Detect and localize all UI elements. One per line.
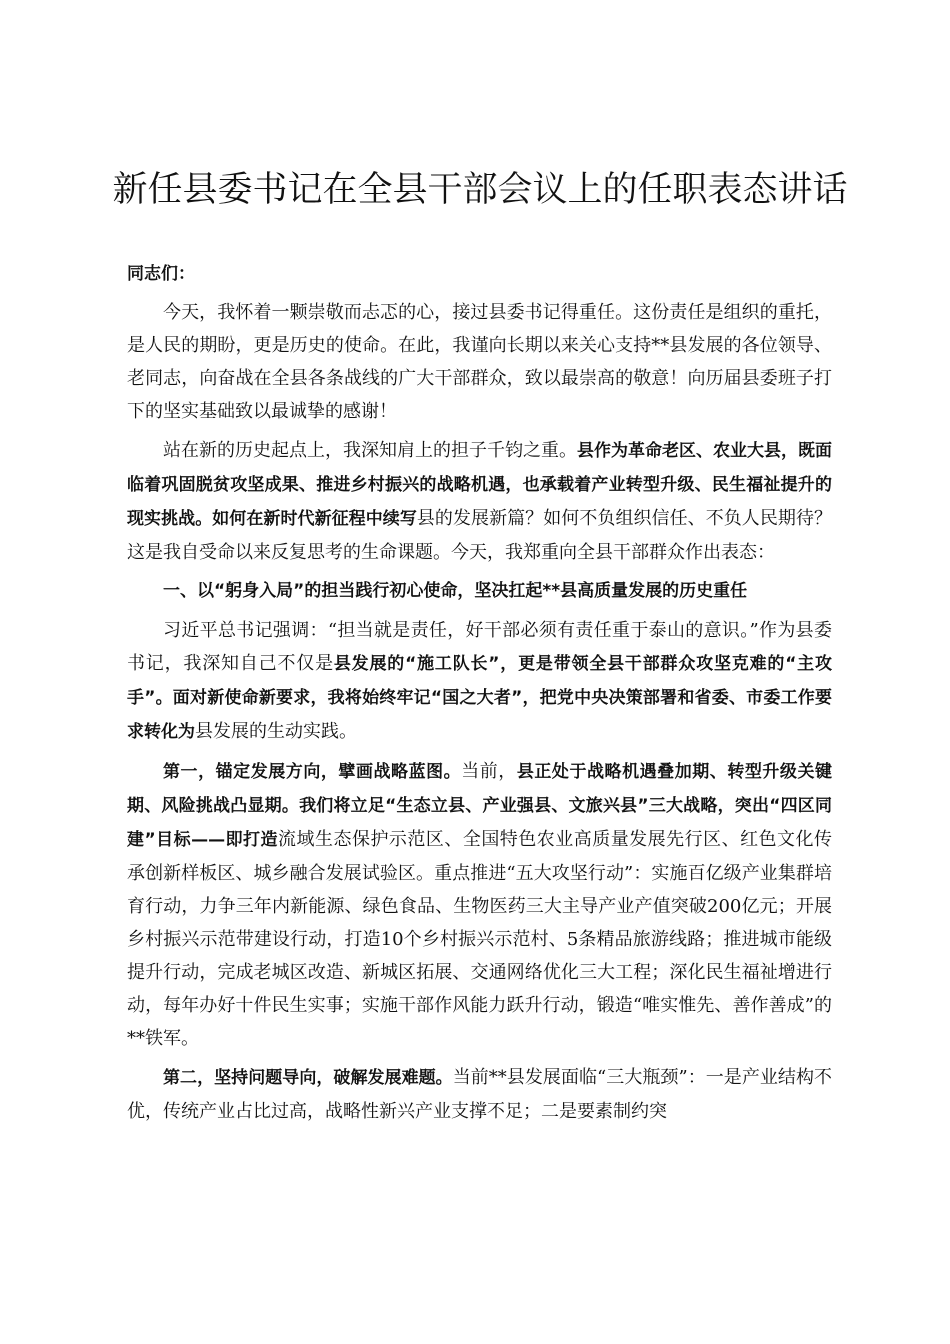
paragraph-opening: 今天，我怀着一颗崇敬而忐忑的心，接过县委书记得重任。这份责任是组织的重托，是人民的期盼，更是历史的使命。在此，我谨向长期以来关心支持**县发展的各位领导、老同志，向奋战在全县各条战线的广大干部群众，致以最崇高的敬意！向历届县委班子打下的坚实基础致以最诚挚的感谢！ [127, 302, 832, 422]
paragraph-context-lead: 站在新的历史起点上，我深知肩上的担子千钧之重。 [163, 440, 577, 461]
paragraph-responsibility-lead: 习近平总书记强调：“担当就是责任，好干部必须有责任重于泰山的意识。”作为县委书记，我深知自己不仅是 [127, 620, 832, 674]
paragraph-context [127, 434, 832, 569]
paragraph-responsibility-bold: 县发展的“施工队长”，更是带领全县干部群众攻坚克难的“主攻手”。面对新使命新要求，我将始终牢记“国之大者”，把党中央决策部署和省委、市委工作要求转化为 [127, 654, 832, 742]
second-point-text: 当前**县发展面临“三大瓶颈”：一是产业结构不优，传统产业占比过高，战略性新兴产业支撑不足；二是要素制约突 [127, 1067, 833, 1122]
first-point-text-b: 流域生态保护示范区、全国特色农业高质量发展先行区、红色文化传承创新样板区、城乡融合发展试验区。重点推进“五大攻坚行动”：实施百亿级产业集群培育行动，力争三年内新能源、绿色食品、生物医药三大主导产业产值突破200亿元；开展乡村振兴示范带建设行动，打造10个乡村振兴示范村、5条精品旅游线路；推进城市能级提升行动，完成老城区改造、新城区拓展、交通网络优化三大工程；深化民生福祉增进行动，每年办好十件民生实事；实施干部作风能力跃升行动，锻造“唯实惟先、善作善成”的**铁军。 [127, 829, 832, 1049]
paragraph-responsibility-tail: 县发展的生动实践。 [195, 721, 357, 742]
paragraph-responsibility [127, 614, 832, 749]
document-title: 新任县委书记在全县干部会议上的任职表态讲话 [112, 170, 848, 210]
paragraph-second-point [127, 1061, 832, 1128]
paragraph-first-point [127, 755, 832, 1055]
second-point-title: 第二，坚持问题导向，破解发展难题。 [163, 1068, 453, 1088]
first-point-text-a: 当前， [461, 761, 517, 782]
document-body [127, 258, 832, 1134]
first-point-title: 第一，锚定发展方向，擘画战略蓝图。 [163, 762, 462, 782]
paragraph-context-bold: 县作为革命老区、农业大县，既面临着巩固脱贫攻坚成果、推进乡村振兴的战略机遇，也承载着产业转型升级、民生福祉提升的现实挑战。如何在新时代新征程中续写 [127, 441, 832, 529]
first-point-bold: 县正处于战略机遇叠加期、转型升级关键期、风险挑战凸显期。我们将立足“生态立县、产业强县、文旅兴县”三大战略，突出“四区同建”目标——即打造 [127, 762, 833, 850]
paragraph-context-tail: 县的发展新篇？如何不负组织信任、不负人民期待？这是我自受命以来反复思考的生命课题。今天，我郑重向全县干部群众作出表态： [127, 508, 833, 563]
section-heading-1: 一、以“躬身入局”的担当践行初心使命，坚决扛起**县高质量发展的历史重任 [163, 581, 748, 601]
salutation: 同志们： [127, 264, 195, 284]
